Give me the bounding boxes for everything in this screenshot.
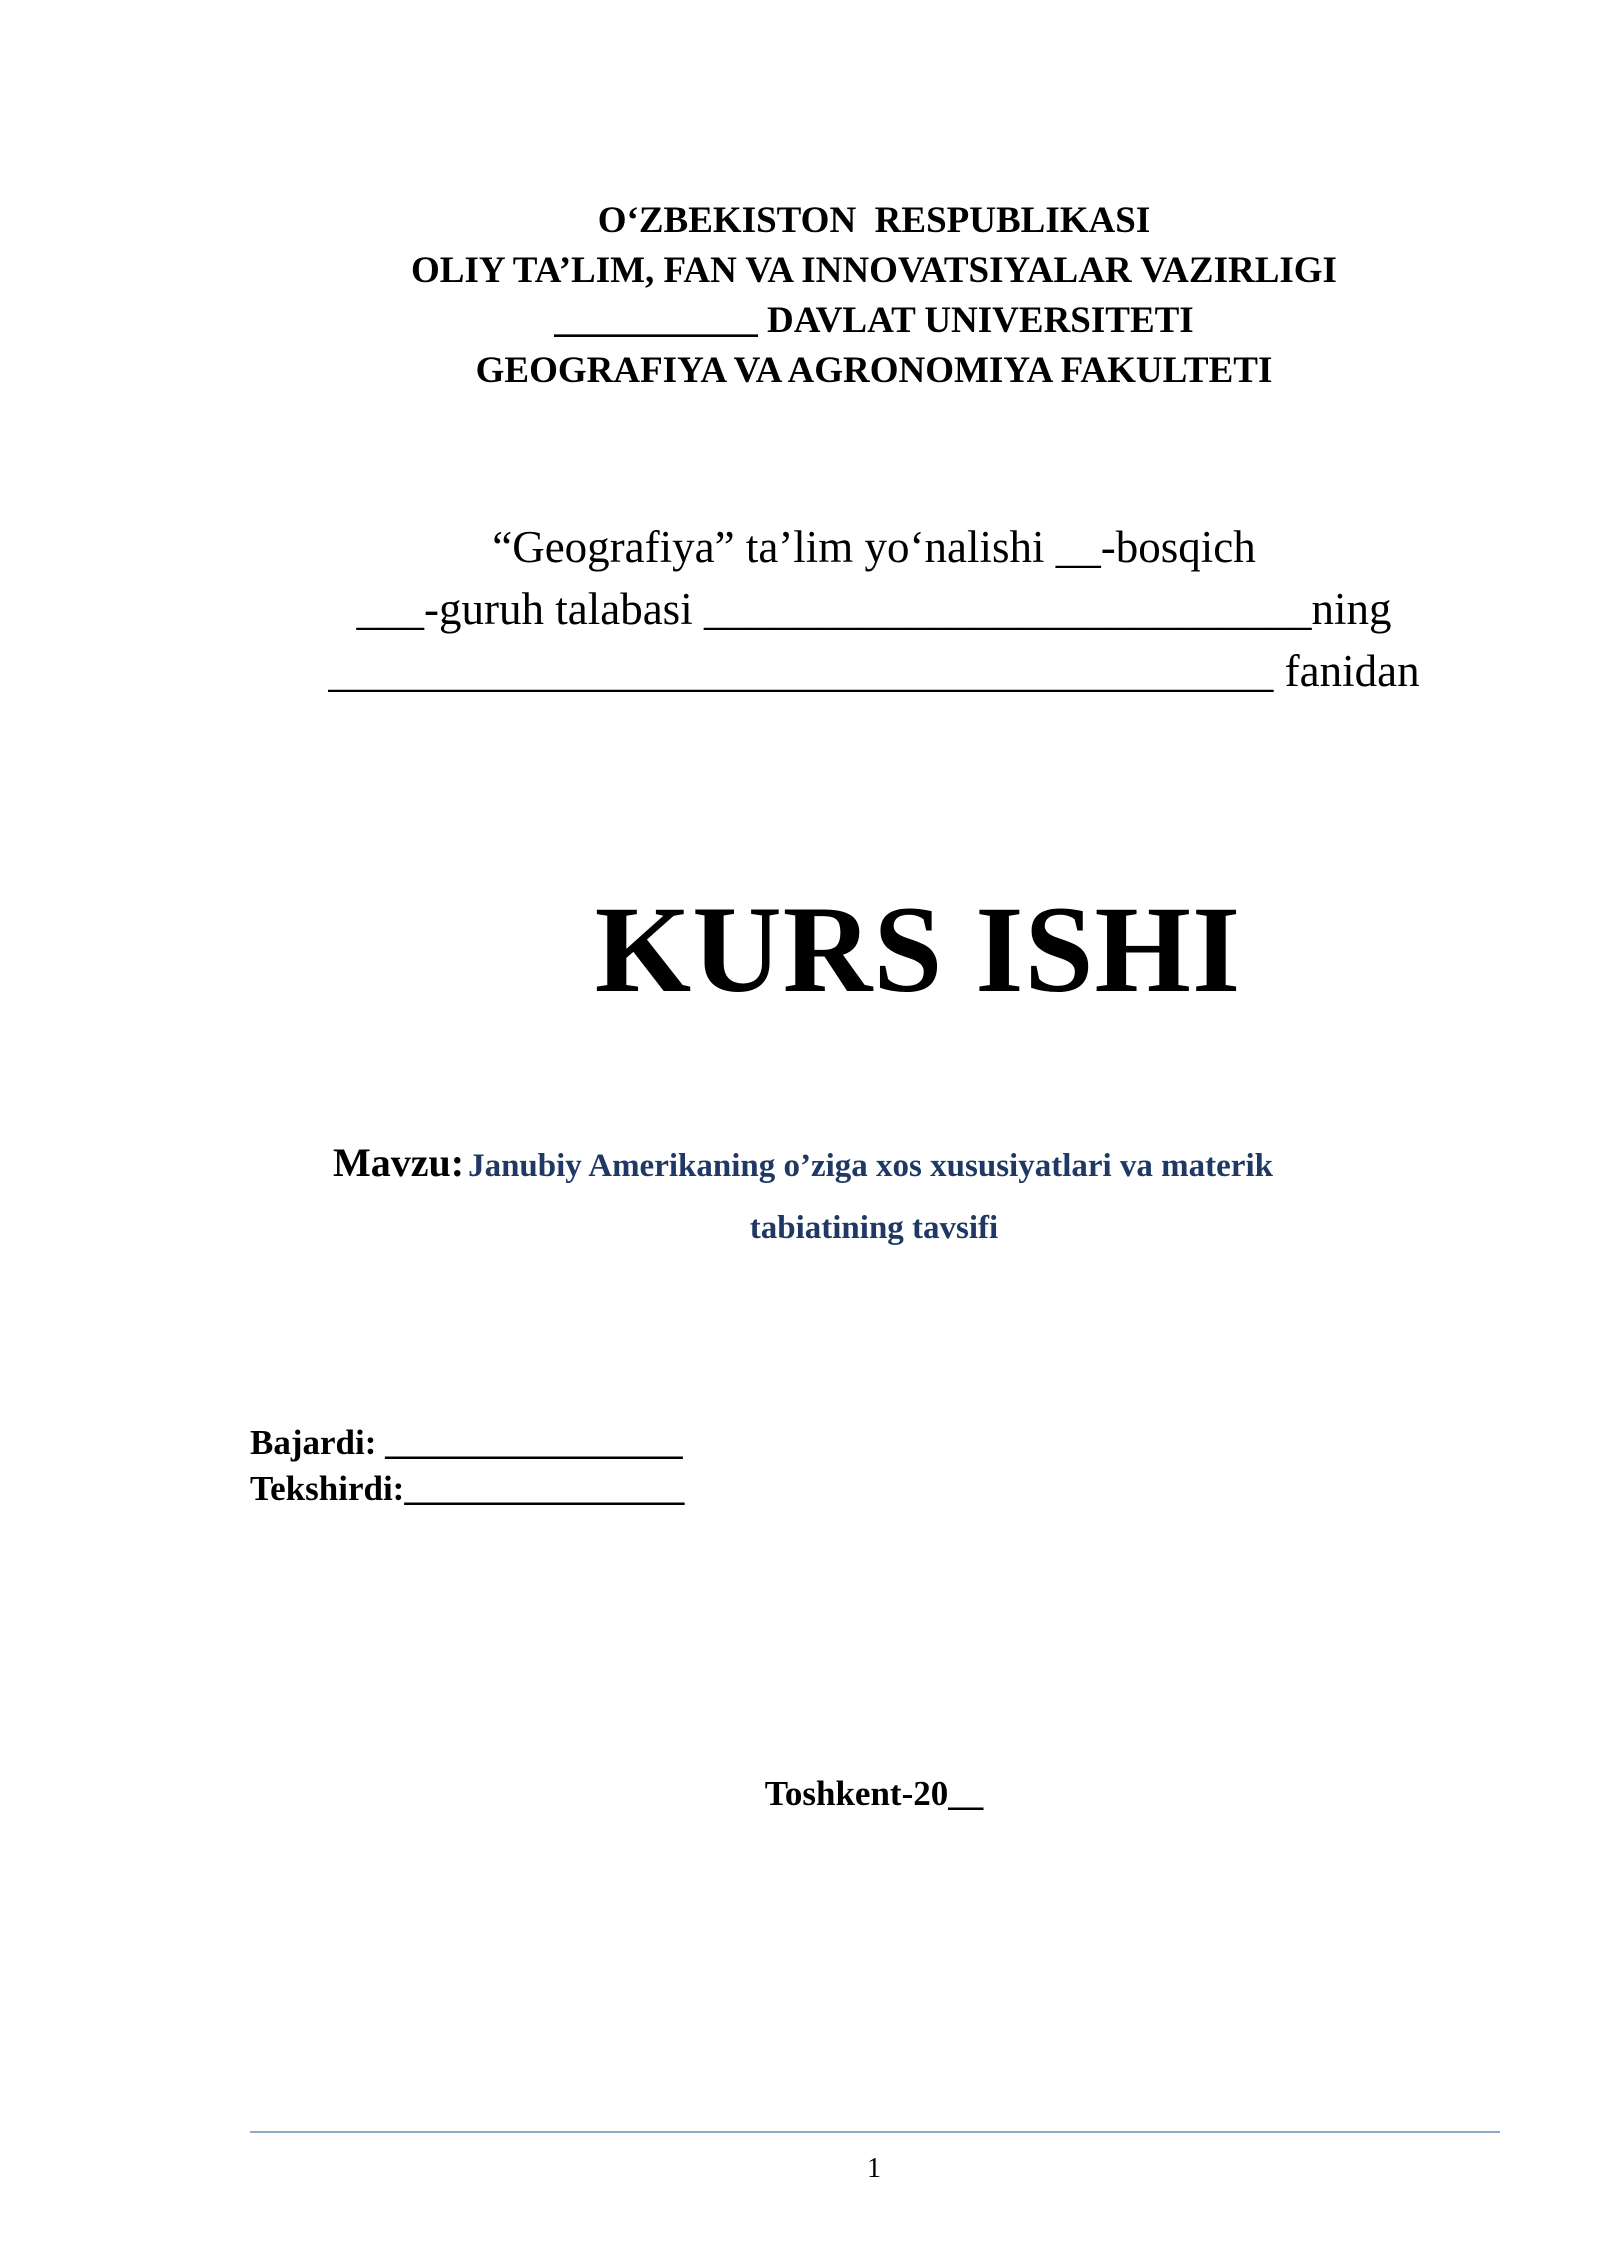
topic-line bbox=[333, 1133, 1273, 1202]
header-ministry: OLIY TA’LIM, FAN VA INNOVATSIYALAR VAZIRLIGI bbox=[411, 250, 1337, 291]
header-faculty: GEOGRAFIYA VA AGRONOMIYA FAKULTETI bbox=[475, 350, 1273, 391]
subject-line: __________________________________________ fanidan bbox=[328, 646, 1420, 696]
page-number: 1 bbox=[867, 2153, 881, 2184]
header-university: ___________ DAVLAT UNIVERSITETI bbox=[554, 300, 1194, 341]
topic-text-first: Janubiy Amerikaning o’ziga xos xususiyatlari va materik bbox=[468, 1148, 1273, 1184]
performed-by-line: Bajardi: _________________ bbox=[250, 1423, 683, 1462]
city-year: Toshkent-20__ bbox=[764, 1774, 984, 1813]
checked-by-line: Tekshirdi:________________ bbox=[250, 1469, 685, 1508]
topic-label: Mavzu: bbox=[333, 1140, 465, 1185]
footer-divider bbox=[250, 2131, 1500, 2133]
document-title: KURS ISHI bbox=[594, 881, 1242, 1018]
student-group-line: ___-guruh talabasi ___________________________ning bbox=[356, 584, 1392, 634]
student-direction-line: “Geografiya” ta’lim yo‘nalishi __-bosqich bbox=[492, 522, 1256, 572]
header-country: O‘ZBEKISTON RESPUBLIKASI bbox=[597, 200, 1151, 241]
topic-text-second: tabiatining tavsifi bbox=[749, 1210, 999, 1246]
